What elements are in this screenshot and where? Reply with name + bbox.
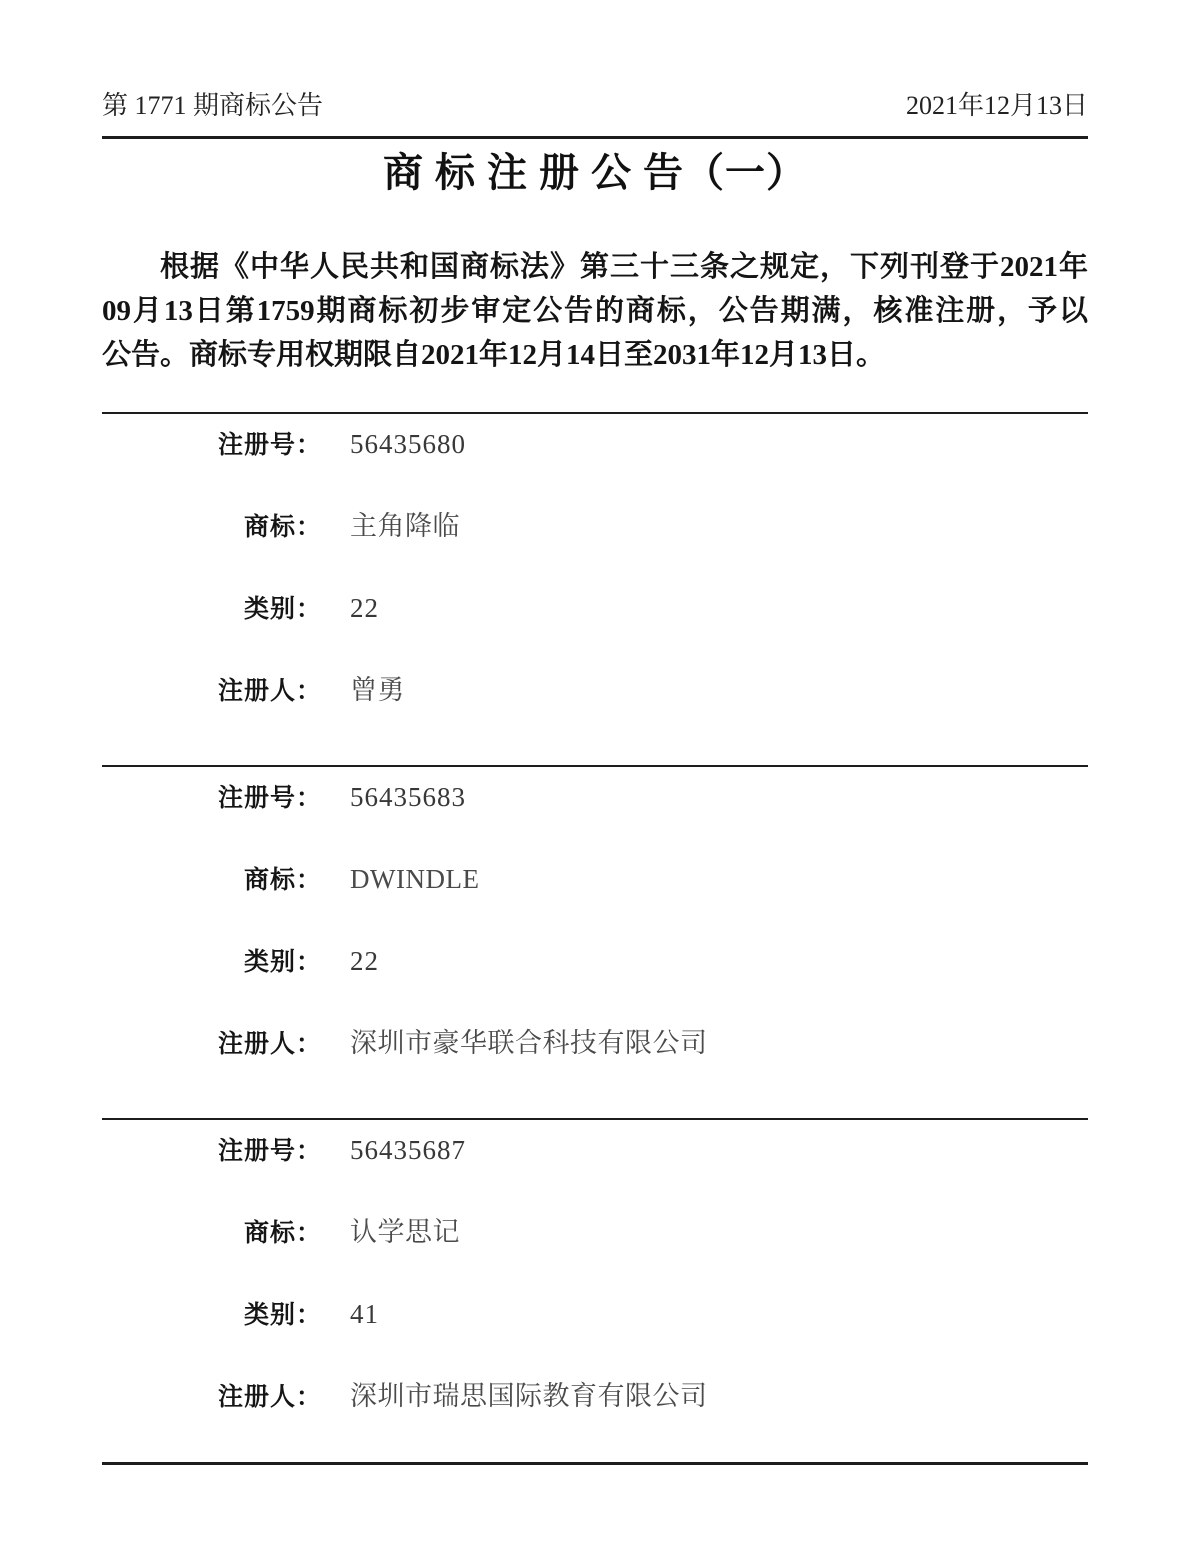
- records-list: [102, 412, 1088, 1465]
- field-row-registrant: [102, 674, 1088, 756]
- intro-paragraph: [102, 245, 1088, 377]
- page-title: 商 标 注 册 公 告（一）: [383, 150, 807, 195]
- trademark-value: 主角降临: [350, 511, 460, 541]
- trademark-label: 商标：: [243, 513, 322, 541]
- field-row-reg-no: [102, 1134, 1088, 1216]
- trademark-value: DWINDLE: [350, 864, 480, 894]
- trademark-label: 商标：: [243, 866, 322, 894]
- category-label: 类别：: [243, 948, 322, 976]
- field-row-trademark: [102, 863, 1088, 945]
- category-label: 类别：: [243, 1301, 322, 1329]
- reg-no-label: 注册号：: [217, 1137, 322, 1165]
- category-value: 41: [350, 1299, 379, 1329]
- bottom-rule: [102, 1462, 1088, 1465]
- registrant-value: 曾勇: [350, 675, 405, 705]
- header-issue-number: 第 1771 期商标公告: [102, 91, 324, 120]
- field-row-trademark: [102, 510, 1088, 592]
- trademark-value: 认学思记: [350, 1217, 460, 1247]
- intro-line-1: 根据《中华人民共和国商标法》第三十三条之规定，下列刊登于2021年: [160, 251, 1088, 283]
- field-row-category: [102, 1298, 1088, 1380]
- reg-no-label: 注册号：: [217, 784, 322, 812]
- registrant-label: 注册人：: [217, 1383, 322, 1411]
- registrant-value: 深圳市豪华联合科技有限公司: [350, 1028, 708, 1058]
- trademark-record-3: [102, 1118, 1088, 1462]
- field-row-registrant: [102, 1380, 1088, 1462]
- reg-no-value: 56435680: [350, 429, 466, 459]
- field-row-registrant: [102, 1027, 1088, 1109]
- trademark-record-2: [102, 765, 1088, 1118]
- category-value: 22: [350, 593, 379, 623]
- header-rule: [102, 136, 1088, 139]
- registrant-value: 深圳市瑞思国际教育有限公司: [350, 1381, 708, 1411]
- field-row-reg-no: [102, 428, 1088, 510]
- field-row-trademark: [102, 1216, 1088, 1298]
- intro-line-3: 公告。商标专用权期限自2021年12月14日至2031年12月13日。: [102, 339, 886, 371]
- category-value: 22: [350, 946, 379, 976]
- page-header: [102, 90, 1088, 122]
- registrant-label: 注册人：: [217, 1030, 322, 1058]
- field-row-category: [102, 945, 1088, 1027]
- category-label: 类别：: [243, 595, 322, 623]
- reg-no-value: 56435687: [350, 1135, 466, 1165]
- reg-no-label: 注册号：: [217, 431, 322, 459]
- reg-no-value: 56435683: [350, 782, 466, 812]
- intro-line-2: 09月13日第1759期商标初步审定公告的商标，公告期满，核准注册，予以: [102, 295, 1088, 327]
- field-row-category: [102, 592, 1088, 674]
- header-date: 2021年12月13日: [905, 91, 1088, 120]
- page-content: [102, 0, 1088, 1564]
- field-row-reg-no: [102, 781, 1088, 863]
- trademark-record-1: [102, 412, 1088, 765]
- trademark-label: 商标：: [243, 1219, 322, 1247]
- registrant-label: 注册人：: [217, 677, 322, 705]
